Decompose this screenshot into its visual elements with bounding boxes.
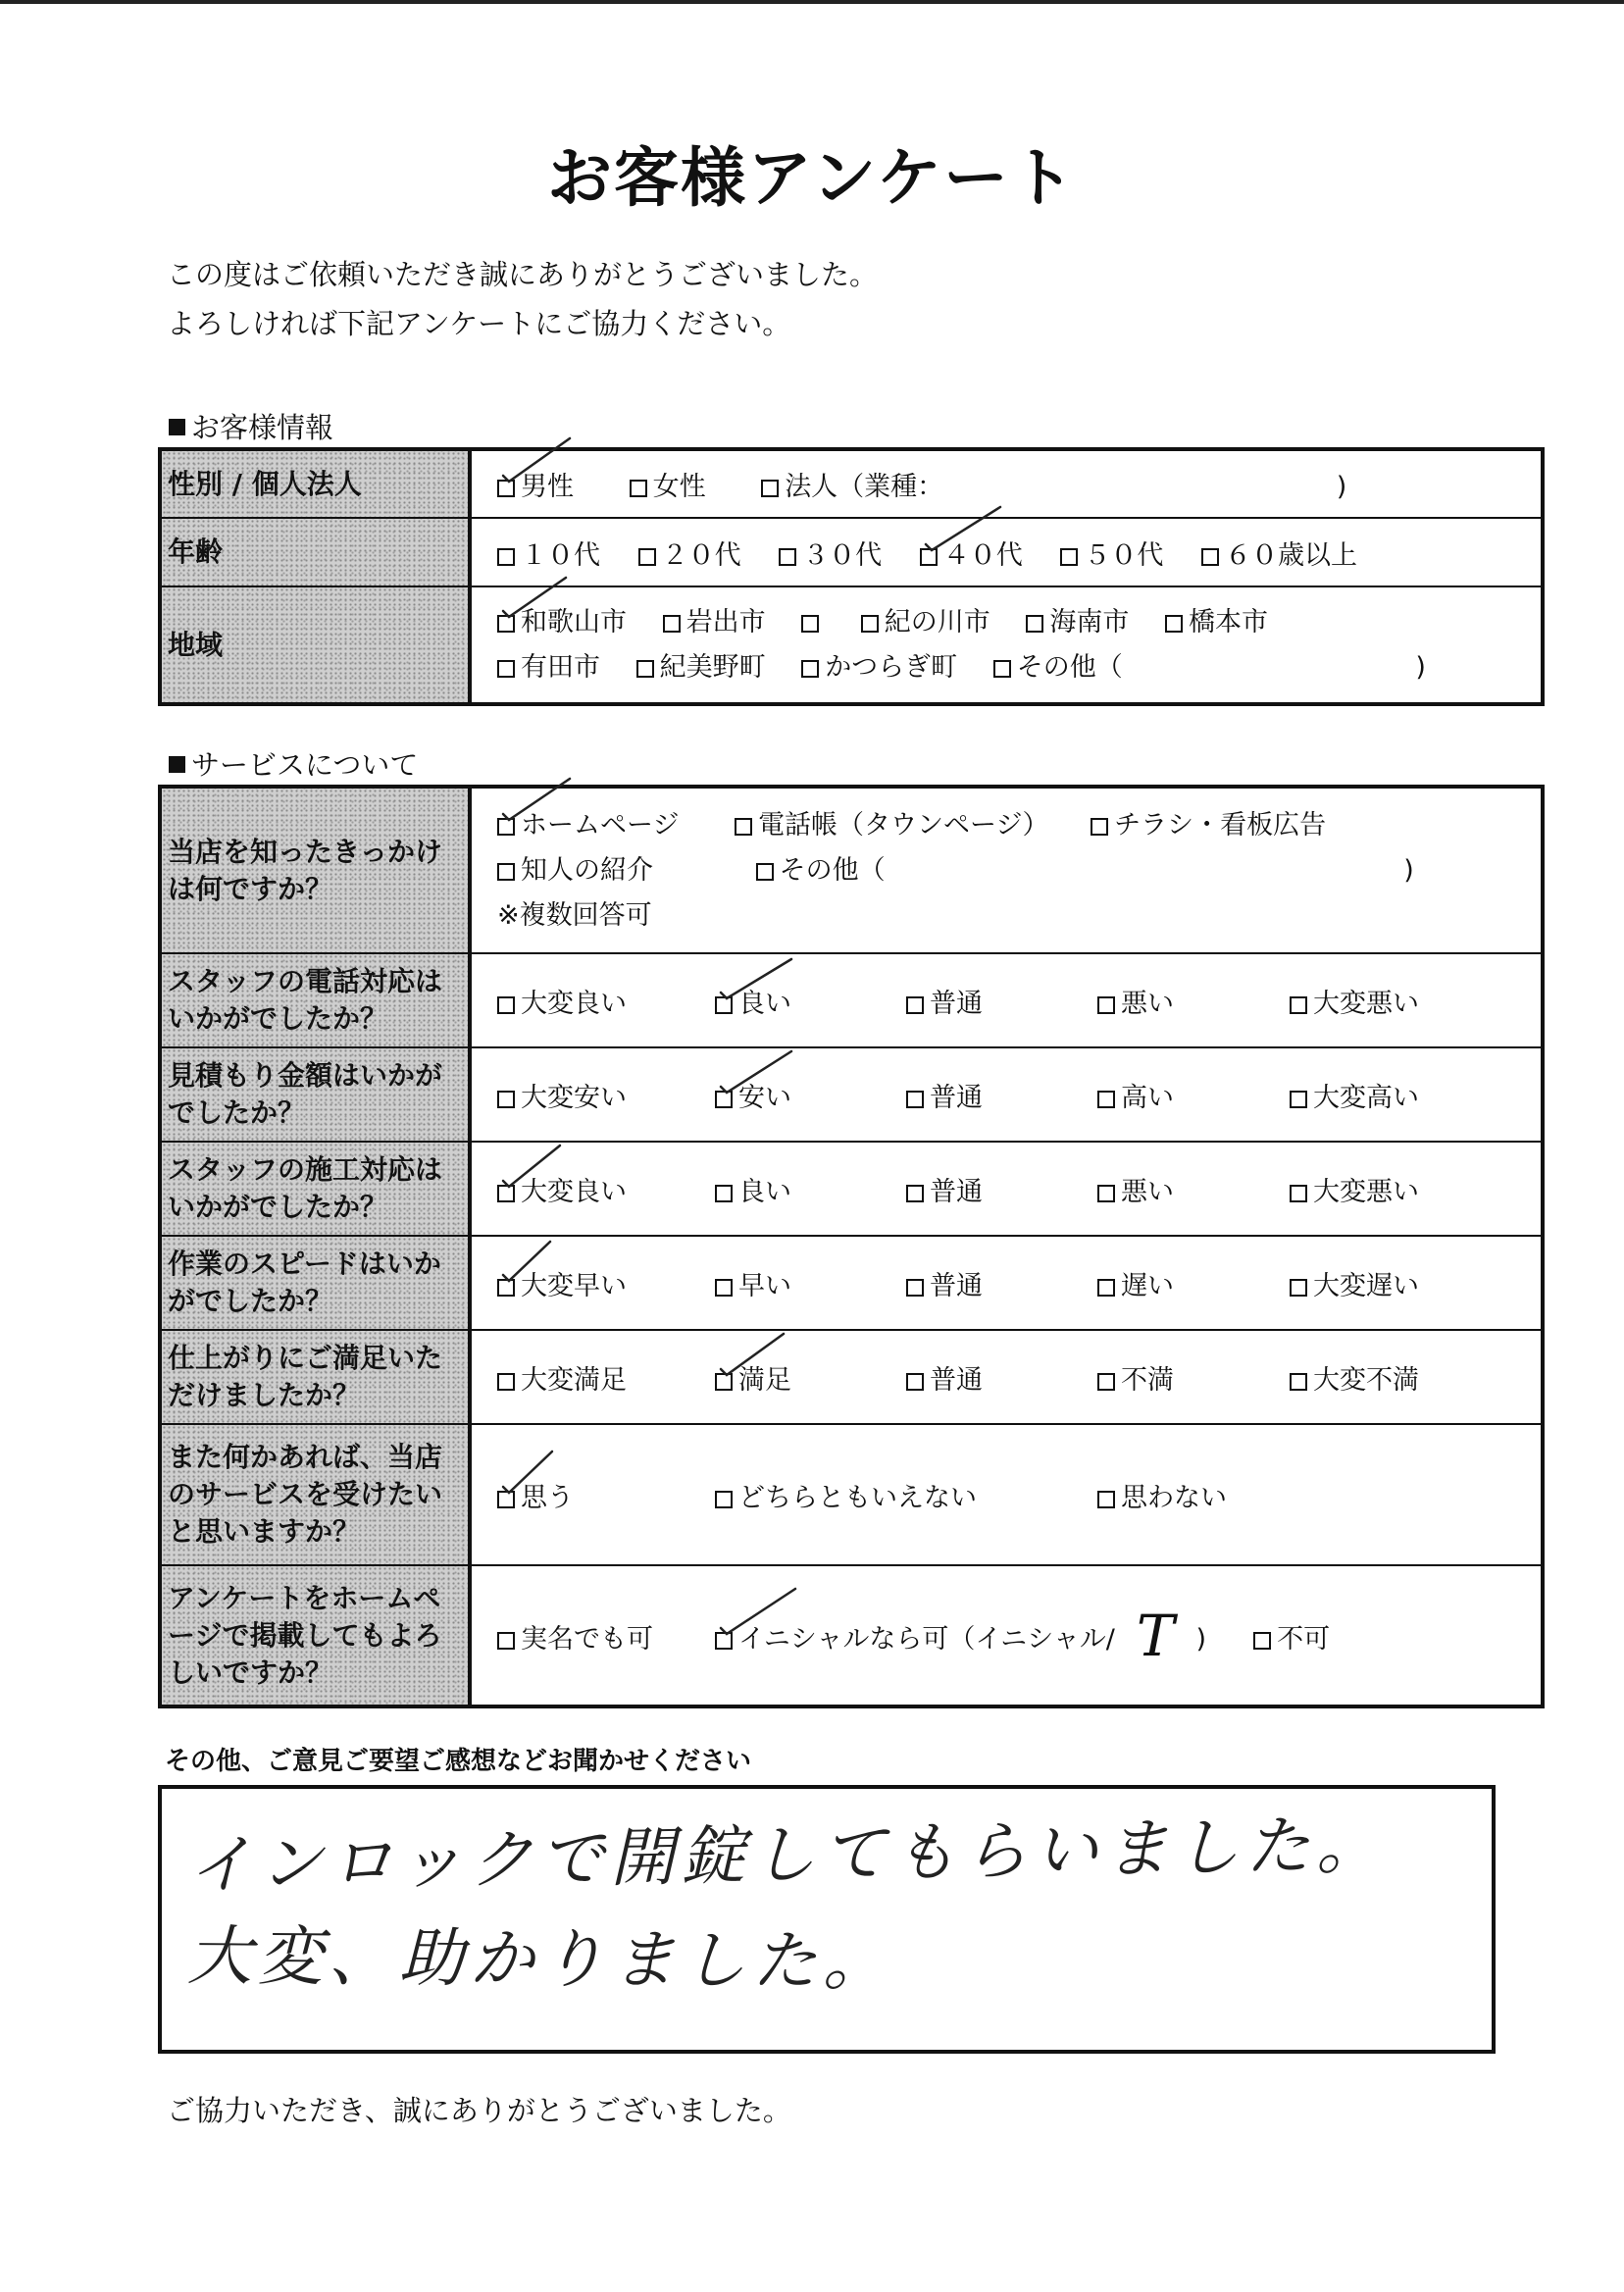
checkbox[interactable] xyxy=(1097,1491,1115,1508)
option-iwade[interactable]: 岩出市 xyxy=(663,600,766,645)
option-arida[interactable]: 有田市 xyxy=(497,645,600,690)
option-good[interactable]: 良い xyxy=(715,982,906,1020)
option-normal[interactable]: 普通 xyxy=(906,1264,1097,1302)
option-male[interactable]: 男性 xyxy=(497,465,574,503)
option-10s[interactable]: １０代 xyxy=(497,534,600,572)
age-options xyxy=(470,518,1543,586)
publish-label: アンケートをホームページで掲載してもよろしいですか？ xyxy=(160,1565,470,1706)
gender-row xyxy=(160,449,1543,518)
check-mark-icon xyxy=(924,521,992,570)
checkbox-checked[interactable] xyxy=(715,1373,733,1391)
option-normal[interactable]: 普通 xyxy=(906,982,1097,1020)
option-fast[interactable]: 早い xyxy=(715,1264,906,1302)
option-flyer[interactable]: チラシ・看板広告 xyxy=(1091,803,1326,848)
checkbox[interactable] xyxy=(1290,996,1307,1014)
checkbox[interactable] xyxy=(497,996,515,1014)
option-wakayama[interactable]: 和歌山市 xyxy=(497,600,627,645)
check-mark-icon xyxy=(501,1463,570,1512)
close-paren: ) xyxy=(1195,1623,1207,1655)
option-no[interactable]: 思わない xyxy=(1097,1476,1227,1514)
option-very-satisfied[interactable]: 大変満足 xyxy=(497,1358,715,1397)
age-row xyxy=(160,518,1543,586)
checkbox[interactable] xyxy=(636,660,654,678)
option-dissatisfied[interactable]: 不満 xyxy=(1097,1358,1290,1397)
close-paren: ) xyxy=(1403,854,1414,886)
option-hashimoto[interactable]: 橋本市 xyxy=(1165,600,1268,645)
how-known-label: 当店を知ったきっかけは何ですか？ xyxy=(160,787,470,953)
option-very-bad[interactable]: 大変悪い xyxy=(1290,982,1419,1020)
option-normal[interactable]: 普通 xyxy=(906,1358,1097,1397)
estimate-label: 見積もり金額はいかがでしたか？ xyxy=(160,1047,470,1142)
checkbox-checked[interactable] xyxy=(497,818,515,836)
phone-options xyxy=(470,953,1543,1047)
option-cheap[interactable]: 安い xyxy=(715,1076,906,1114)
option-homepage[interactable]: ホームページ xyxy=(497,803,679,848)
option-other-region[interactable]: その他（ xyxy=(993,645,1123,690)
option-normal[interactable]: 普通 xyxy=(906,1170,1097,1208)
check-mark-icon xyxy=(719,1063,787,1112)
check-mark-icon xyxy=(501,1251,570,1300)
checkbox[interactable] xyxy=(1290,1185,1307,1202)
option-slow[interactable]: 遅い xyxy=(1097,1264,1290,1302)
checkbox[interactable] xyxy=(1097,1091,1115,1108)
page-title: お客様アンケート xyxy=(546,140,1078,216)
speed-label: 作業のスピードはいかがでしたか？ xyxy=(160,1236,470,1330)
option-bad[interactable]: 悪い xyxy=(1097,982,1290,1020)
checkbox[interactable] xyxy=(906,1091,924,1108)
checkbox[interactable] xyxy=(497,660,515,678)
square-bullet-icon xyxy=(169,419,185,435)
checkbox-checked[interactable] xyxy=(497,1491,515,1508)
checkbox-checked[interactable] xyxy=(497,615,515,633)
checkbox[interactable] xyxy=(1290,1279,1307,1297)
checkbox-checked[interactable] xyxy=(715,996,733,1014)
option-katsuragi[interactable]: かつらぎ町 xyxy=(801,645,957,690)
checkbox[interactable] xyxy=(906,1373,924,1391)
check-mark-icon xyxy=(719,1604,787,1654)
phone-label: スタッフの電話対応はいかがでしたか？ xyxy=(160,953,470,1047)
region-line-1 xyxy=(497,600,1541,645)
speed-row xyxy=(160,1236,1543,1330)
checkbox-checked[interactable] xyxy=(497,1279,515,1297)
comments-heading: その他、ご意見ご要望ご感想などお聞かせください xyxy=(165,1747,752,1776)
handwritten-comment-line-1: インロックで開錠してもらいました。 xyxy=(186,1807,1388,1904)
multiple-answer-note: ※複数回答可 xyxy=(497,899,652,931)
check-mark-icon xyxy=(501,452,570,501)
work-label: スタッフの施工対応はいかがでしたか？ xyxy=(160,1142,470,1236)
how-known-options xyxy=(470,787,1543,953)
checkbox[interactable] xyxy=(638,548,656,566)
checkbox[interactable] xyxy=(1097,1279,1115,1297)
checkbox[interactable] xyxy=(801,660,819,678)
option-60plus[interactable]: ６０歳以上 xyxy=(1201,534,1357,572)
checkbox[interactable] xyxy=(779,548,796,566)
how-known-line-1 xyxy=(497,803,1541,848)
check-mark-icon xyxy=(501,1157,570,1206)
checkbox-checked[interactable] xyxy=(715,1632,733,1650)
age-label: 年齢 xyxy=(160,518,470,586)
reuse-row xyxy=(160,1424,1543,1565)
checkbox[interactable] xyxy=(1165,615,1183,633)
check-mark-icon xyxy=(719,1346,787,1395)
checkbox[interactable] xyxy=(1253,1632,1271,1650)
estimate-row xyxy=(160,1047,1543,1142)
option-very-good[interactable]: 大変良い xyxy=(497,1170,715,1208)
phone-row xyxy=(160,953,1543,1047)
how-known-row xyxy=(160,787,1543,953)
gender-options xyxy=(470,449,1543,518)
checkbox[interactable] xyxy=(1201,548,1219,566)
checkbox[interactable] xyxy=(1097,996,1115,1014)
option-phonebook[interactable]: 電話帳（タウンページ） xyxy=(735,803,1048,848)
option-very-bad[interactable]: 大変悪い xyxy=(1290,1170,1419,1208)
checkbox[interactable] xyxy=(1097,1373,1115,1391)
checkbox[interactable] xyxy=(1097,1185,1115,1202)
checkbox[interactable] xyxy=(497,1632,515,1650)
checkbox[interactable] xyxy=(861,615,879,633)
service-section-heading: サービスについて xyxy=(169,743,418,784)
option-very-expensive[interactable]: 大変高い xyxy=(1290,1076,1419,1114)
checkbox[interactable] xyxy=(715,1491,733,1508)
checkbox[interactable] xyxy=(906,1279,924,1297)
reuse-options xyxy=(470,1424,1543,1565)
customer-section-heading: お客様情報 xyxy=(169,406,333,446)
option-satisfied[interactable]: 満足 xyxy=(715,1358,906,1397)
top-border-line xyxy=(0,0,1624,4)
option-normal[interactable]: 普通 xyxy=(906,1076,1097,1114)
close-paren: ) xyxy=(1336,472,1347,502)
option-other-source[interactable]: その他（ xyxy=(756,848,886,893)
checkbox[interactable] xyxy=(715,1185,733,1202)
checkbox[interactable] xyxy=(735,818,752,836)
checkbox[interactable] xyxy=(1060,548,1078,566)
work-row xyxy=(160,1142,1543,1236)
check-mark-icon xyxy=(501,587,570,637)
checkbox[interactable] xyxy=(906,996,924,1014)
checkbox-checked[interactable] xyxy=(920,548,938,566)
satisfaction-options xyxy=(470,1330,1543,1424)
checkbox-checked[interactable] xyxy=(497,480,515,497)
customer-info-table xyxy=(158,447,1545,706)
intro-text xyxy=(167,250,878,348)
checkbox[interactable] xyxy=(497,1091,515,1108)
satisfaction-row xyxy=(160,1330,1543,1424)
handwritten-comment-line-2: 大変、助かりました。 xyxy=(186,1917,894,2001)
checkbox[interactable] xyxy=(497,1373,515,1391)
thank-you-footer: ご協力いただき、誠にありがとうございました。 xyxy=(167,2094,791,2127)
checkbox[interactable] xyxy=(497,863,515,881)
intro-line-1: この度はご依頼いただき誠にありがとうございました。 xyxy=(167,258,879,291)
checkbox-checked[interactable] xyxy=(715,1091,733,1108)
option-female[interactable]: 女性 xyxy=(630,465,706,503)
checkbox-checked[interactable] xyxy=(497,1185,515,1202)
option-kinokawa[interactable]: 紀の川市 xyxy=(861,600,990,645)
option-corporate[interactable]: 法人（業種： xyxy=(761,465,943,503)
option-good[interactable]: 良い xyxy=(715,1170,906,1208)
option-blank[interactable] xyxy=(801,600,825,645)
option-referral[interactable]: 知人の紹介 xyxy=(497,848,653,893)
publish-row xyxy=(160,1565,1543,1706)
option-40s[interactable]: ４０代 xyxy=(920,534,1023,572)
gender-label: 性別 / 個人法人 xyxy=(160,449,470,518)
checkbox[interactable] xyxy=(1290,1091,1307,1108)
region-options xyxy=(470,586,1543,704)
option-bad[interactable]: 悪い xyxy=(1097,1170,1290,1208)
handwritten-initial: T xyxy=(1136,1602,1175,1669)
option-kimino[interactable]: 紀美野町 xyxy=(636,645,766,690)
option-very-fast[interactable]: 大変早い xyxy=(497,1264,715,1302)
option-50s[interactable]: ５０代 xyxy=(1060,534,1163,572)
option-kainan[interactable]: 海南市 xyxy=(1026,600,1129,645)
option-yes[interactable]: 思う xyxy=(497,1476,715,1514)
comments-box xyxy=(158,1785,1496,2054)
option-very-good[interactable]: 大変良い xyxy=(497,982,715,1020)
checkbox[interactable] xyxy=(1290,1373,1307,1391)
service-table xyxy=(158,785,1545,1708)
option-30s[interactable]: ３０代 xyxy=(779,534,882,572)
region-label: 地域 xyxy=(160,586,470,704)
checkbox[interactable] xyxy=(715,1279,733,1297)
checkbox[interactable] xyxy=(756,863,774,881)
region-line-2 xyxy=(497,645,1541,690)
square-bullet-icon xyxy=(169,756,185,773)
option-real-name[interactable]: 実名でも可 xyxy=(497,1617,715,1655)
checkbox[interactable] xyxy=(801,615,819,633)
option-not-allowed[interactable]: 不可 xyxy=(1253,1617,1330,1655)
option-neither[interactable]: どちらともいえない xyxy=(715,1476,1097,1514)
region-row xyxy=(160,586,1543,704)
option-very-dissatisfied[interactable]: 大変不満 xyxy=(1290,1358,1419,1397)
speed-options xyxy=(470,1236,1543,1330)
check-mark-icon xyxy=(719,969,787,1018)
option-initial[interactable]: イニシャルなら可（イニシャル/ xyxy=(715,1617,1115,1655)
checkbox[interactable] xyxy=(497,548,515,566)
option-expensive[interactable]: 高い xyxy=(1097,1076,1290,1114)
publish-options xyxy=(470,1565,1543,1706)
check-mark-icon xyxy=(501,790,570,840)
intro-line-2: よろしければ下記アンケートにご協力ください。 xyxy=(167,307,791,340)
checkbox[interactable] xyxy=(1026,615,1043,633)
checkbox[interactable] xyxy=(761,480,779,497)
checkbox[interactable] xyxy=(663,615,681,633)
reuse-label: また何かあれば、当店のサービスを受けたいと思いますか？ xyxy=(160,1424,470,1565)
option-very-slow[interactable]: 大変遅い xyxy=(1290,1264,1419,1302)
checkbox[interactable] xyxy=(1091,818,1108,836)
work-options xyxy=(470,1142,1543,1236)
checkbox[interactable] xyxy=(906,1185,924,1202)
how-known-line-2 xyxy=(497,848,1541,893)
satisfaction-label: 仕上がりにご満足いただけましたか？ xyxy=(160,1330,470,1424)
checkbox[interactable] xyxy=(993,660,1011,678)
estimate-options xyxy=(470,1047,1543,1142)
checkbox[interactable] xyxy=(630,480,647,497)
option-very-cheap[interactable]: 大変安い xyxy=(497,1076,715,1114)
option-20s[interactable]: ２０代 xyxy=(638,534,741,572)
close-paren: ) xyxy=(1415,651,1426,683)
